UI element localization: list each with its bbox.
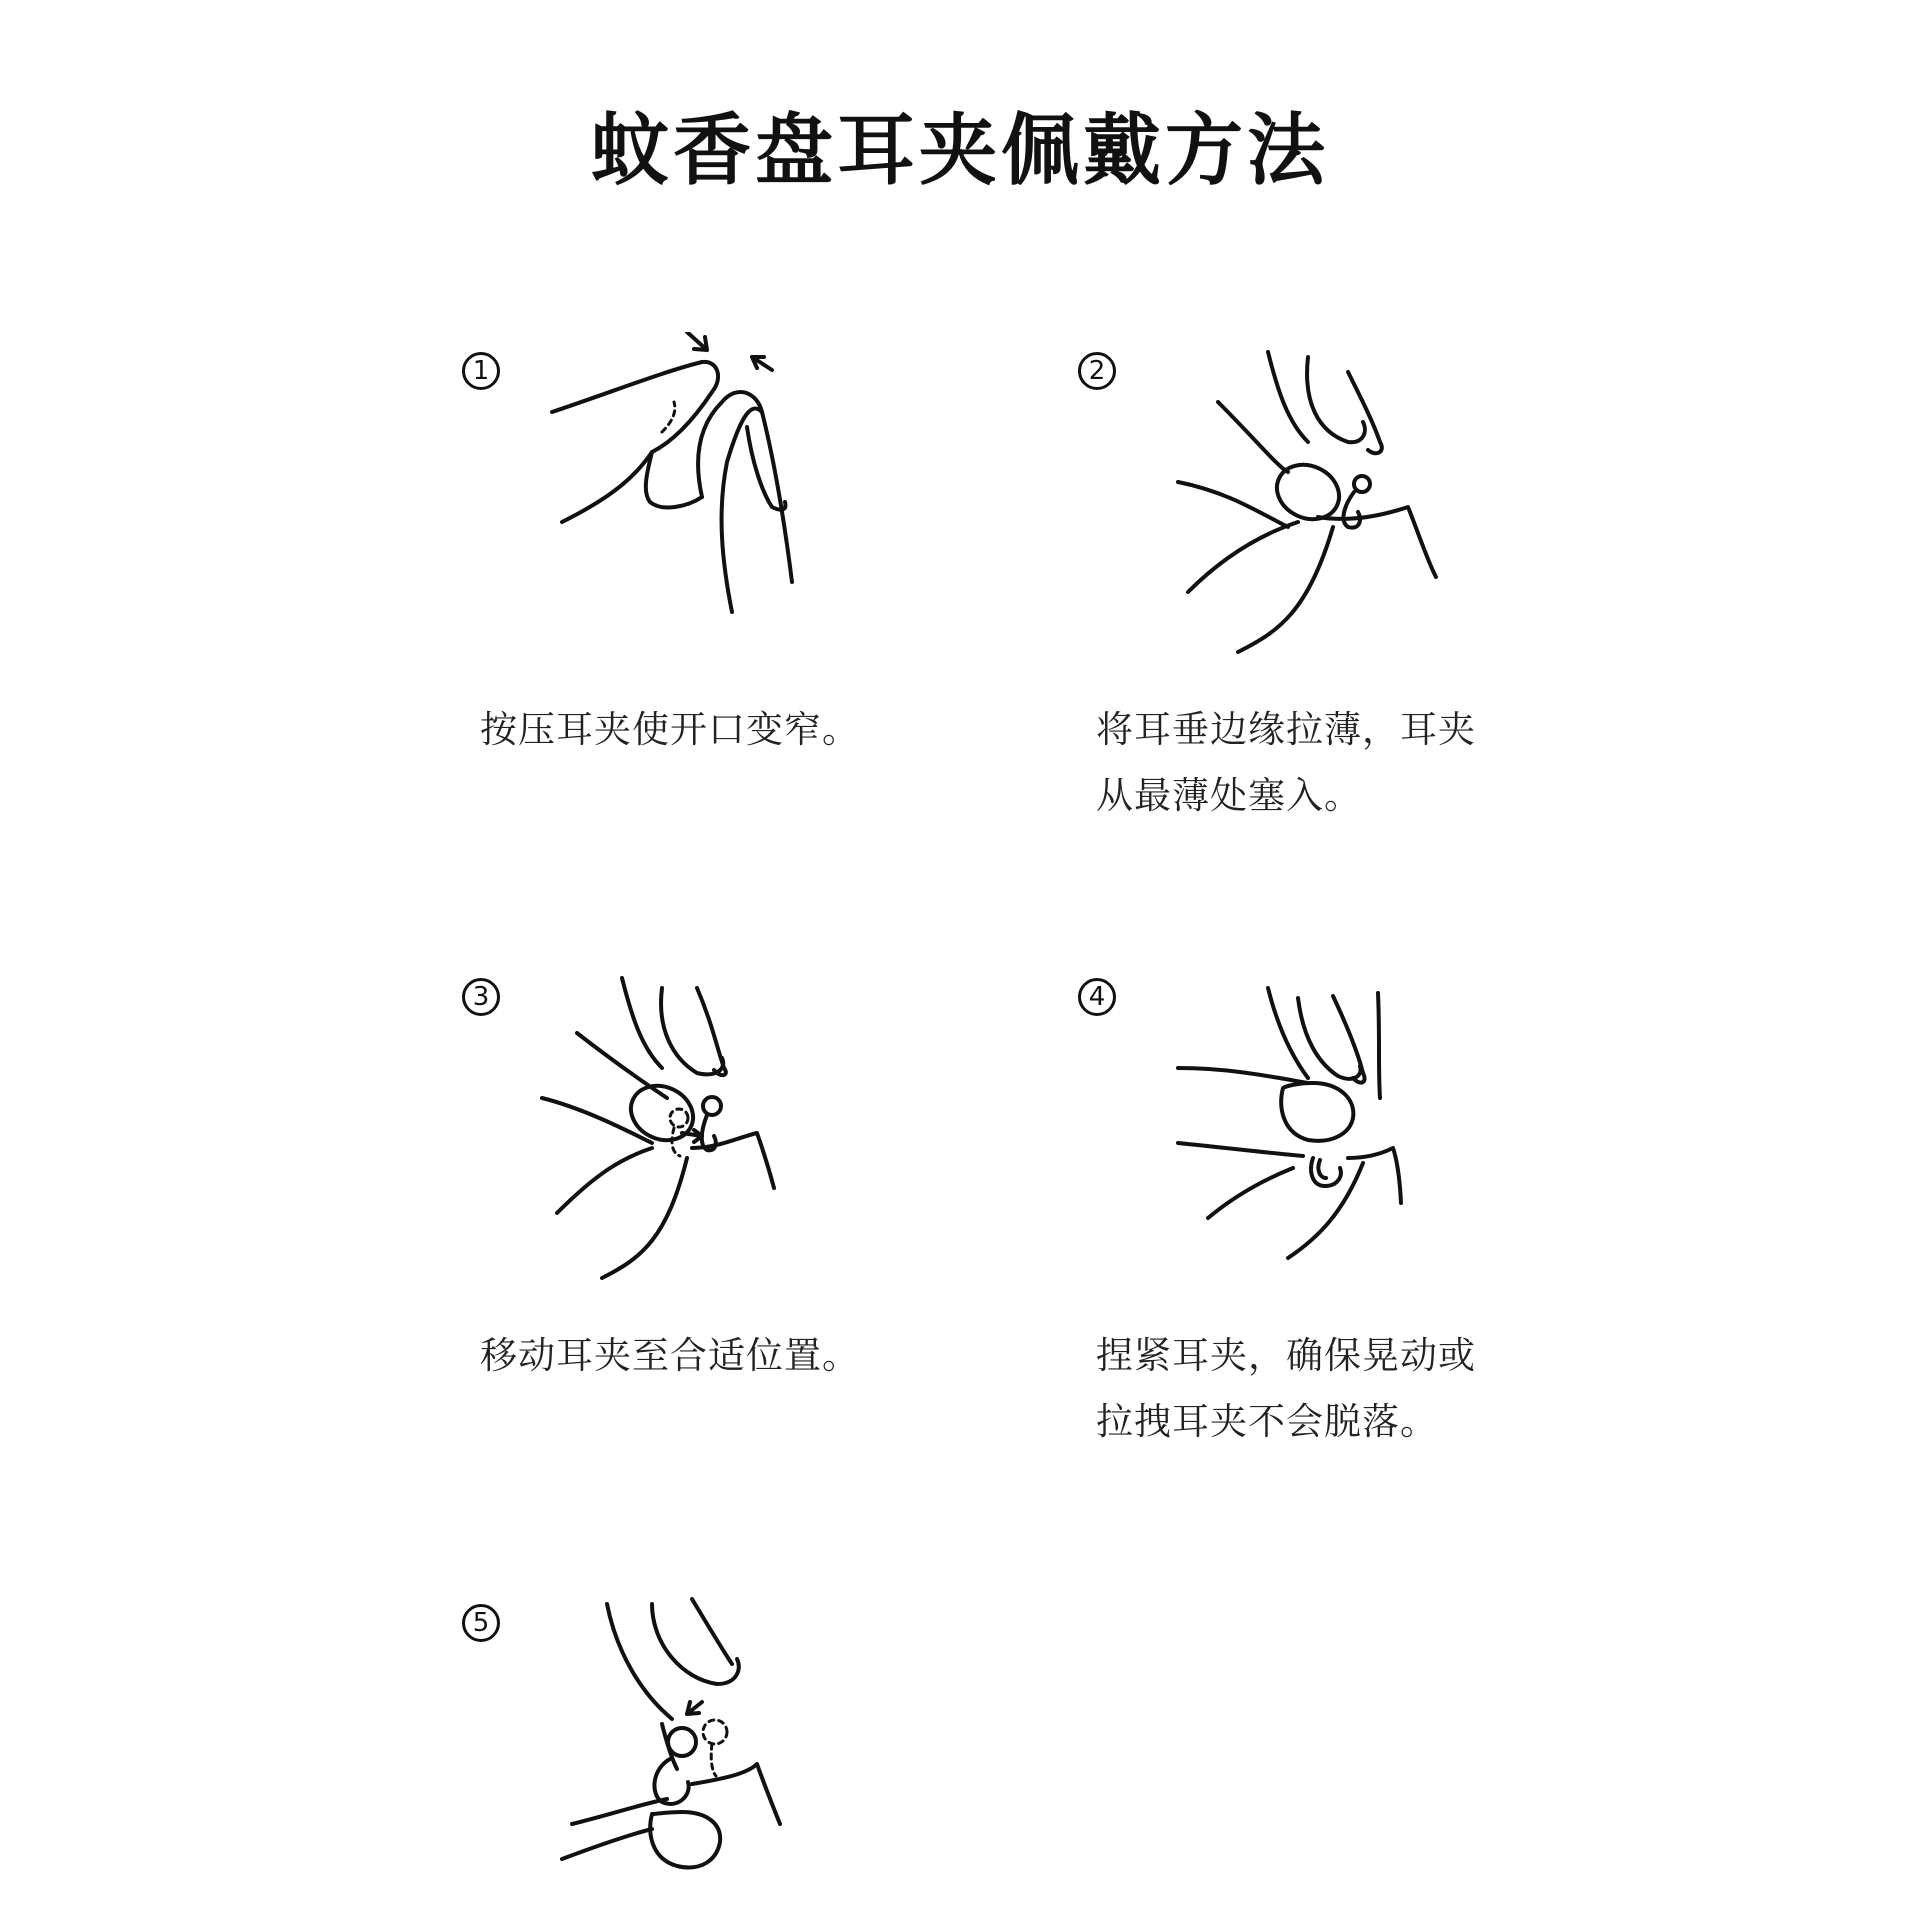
step-2-illustration bbox=[1118, 332, 1518, 662]
step-number-badge: 2 bbox=[1078, 352, 1116, 390]
step-3-illustration bbox=[502, 958, 902, 1288]
description-line: 移动耳夹至合适位置。 bbox=[480, 1334, 860, 1377]
step-3-description bbox=[480, 1323, 920, 1389]
step-number-badge: 1 bbox=[462, 352, 500, 390]
step-4-illustration bbox=[1118, 958, 1518, 1288]
step-number-badge: 3 bbox=[462, 978, 500, 1016]
step-1-illustration bbox=[502, 332, 902, 662]
description-line: 从最薄处塞入。 bbox=[1096, 774, 1362, 817]
description-line: 将耳垂边缘拉薄，耳夹 bbox=[1096, 708, 1476, 751]
step-2-description bbox=[1096, 697, 1536, 829]
description-line: 按压耳夹使开口变窄。 bbox=[480, 708, 860, 751]
description-line: 拉拽耳夹不会脱落。 bbox=[1096, 1400, 1438, 1443]
step-4-description bbox=[1096, 1323, 1536, 1455]
step-5-illustration bbox=[502, 1584, 902, 1904]
step-1-description bbox=[480, 697, 920, 763]
step-number-badge: 5 bbox=[462, 1604, 500, 1642]
description-line: 捏紧耳夹，确保晃动或 bbox=[1096, 1334, 1476, 1377]
step-number-badge: 4 bbox=[1078, 978, 1116, 1016]
page-title: 蚊香盘耳夹佩戴方法 bbox=[590, 105, 1329, 196]
